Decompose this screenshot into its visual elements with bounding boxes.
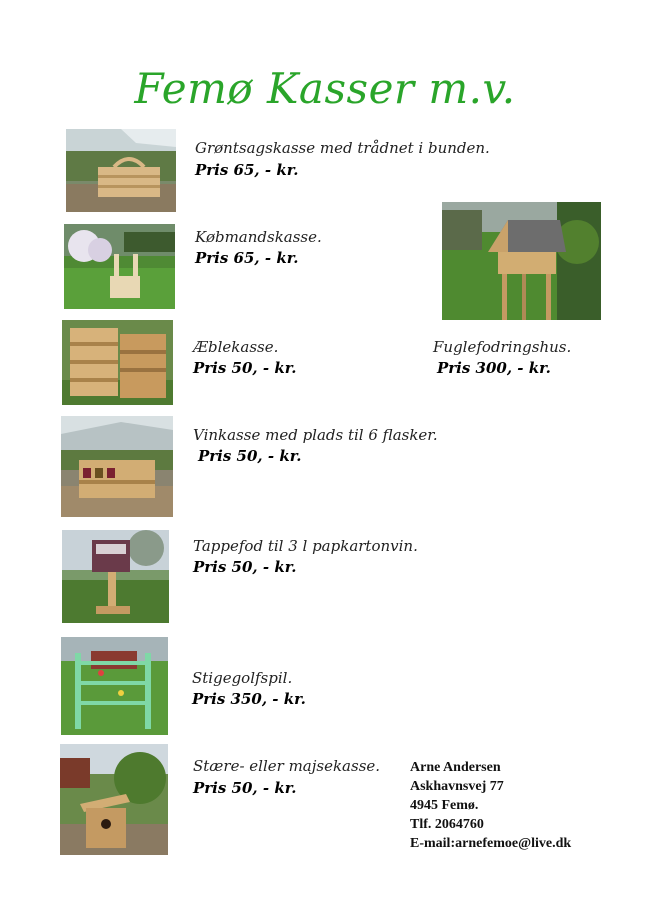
product-name-vegetable-crate: Grøntsagskasse med trådnet i bunden. bbox=[195, 139, 490, 157]
product-photo-wine-crate bbox=[61, 416, 173, 517]
product-photo-vegetable-crate bbox=[66, 129, 176, 212]
product-name-nesting-box: Stære- eller majsekasse. bbox=[193, 757, 381, 775]
page-title: Femø Kasser m.v. bbox=[134, 64, 516, 113]
product-price-tap-stand: Pris 50, - kr. bbox=[193, 558, 297, 576]
product-photo-nesting-box bbox=[60, 744, 168, 855]
product-price-vegetable-crate: Pris 65, - kr. bbox=[195, 161, 299, 179]
product-photo-merchant-box bbox=[64, 224, 175, 309]
product-name-merchant-box: Købmandskasse. bbox=[195, 228, 322, 246]
product-photo-bird-feeder bbox=[442, 202, 601, 320]
product-price-wine-crate: Pris 50, - kr. bbox=[198, 447, 302, 465]
product-price-nesting-box: Pris 50, - kr. bbox=[193, 779, 297, 797]
product-name-wine-crate: Vinkasse med plads til 6 flasker. bbox=[193, 426, 438, 444]
product-name-bird-feeder: Fuglefodringshus. bbox=[433, 338, 572, 356]
contact-name: Arne Andersen bbox=[410, 760, 501, 775]
product-price-bird-feeder: Pris 300, - kr. bbox=[437, 359, 551, 377]
product-photo-tap-stand bbox=[62, 530, 169, 623]
product-name-apple-crate: Æblekasse. bbox=[193, 338, 279, 356]
product-name-tap-stand: Tappefod til 3 l papkartonvin. bbox=[193, 537, 418, 555]
contact-block bbox=[410, 758, 571, 853]
product-price-ladder-golf: Pris 350, - kr. bbox=[192, 690, 306, 708]
contact-city: 4945 Femø. bbox=[410, 798, 479, 813]
contact-email[interactable]: E-mail:arnefemoe@live.dk bbox=[410, 836, 572, 851]
product-price-apple-crate: Pris 50, - kr. bbox=[193, 359, 297, 377]
product-photo-ladder-golf bbox=[61, 637, 168, 735]
contact-phone: Tlf. 2064760 bbox=[410, 817, 484, 832]
product-name-ladder-golf: Stigegolfspil. bbox=[192, 669, 293, 687]
product-price-merchant-box: Pris 65, - kr. bbox=[195, 249, 299, 267]
contact-street: Askhavnsvej 77 bbox=[410, 779, 504, 794]
product-photo-apple-crate bbox=[62, 320, 173, 405]
